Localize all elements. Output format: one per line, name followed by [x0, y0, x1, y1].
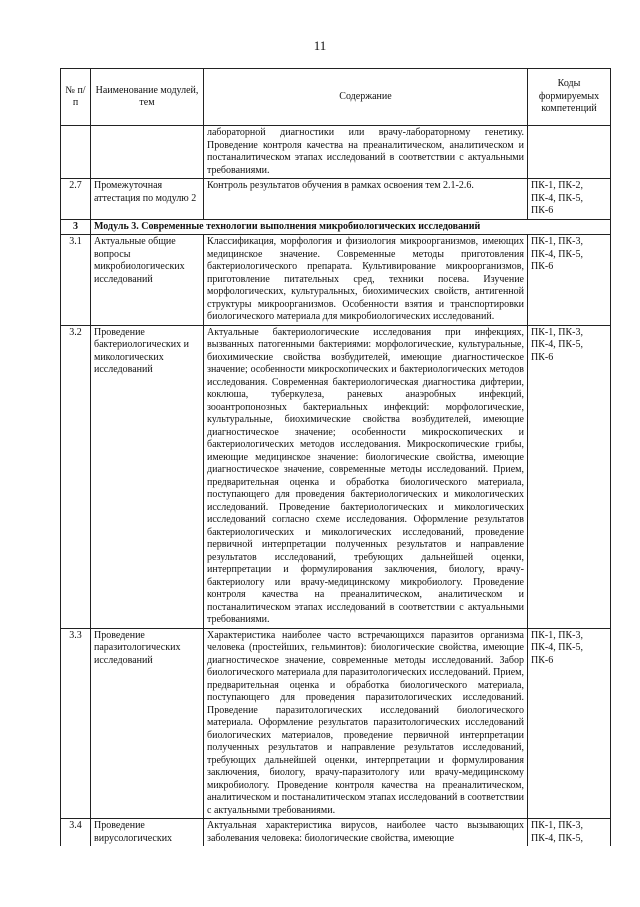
- cell-number: 3.3: [61, 628, 91, 819]
- cell-content: Классификация, морфология и физиология микроорганизмов, имеющих медицинское значение. Современные методы приготовления бактериологического препарата. Культивирование микроорганизмов, приготовление питательных сред, техники посева. Изучение морфологических, культуральных, биохимических свойств, антигенной структуры микроорганизмов. Особенности взятия и транспортировки биологического материала для микробиологических исследований.: [204, 235, 528, 326]
- table-row: [61, 628, 611, 819]
- module-title: Модуль 3. Современные технологии выполнения микробиологических исследований: [91, 219, 611, 235]
- cell-name: Промежуточная аттестация по модулю 2: [91, 179, 204, 220]
- page-number: 11: [313, 38, 327, 53]
- cell-name: [91, 126, 204, 179]
- cell-number: 3.4: [61, 819, 91, 847]
- cell-content: Актуальная характеристика вирусов, наиболее часто вызывающих заболевания человека: биологические свойства, имеющие: [204, 819, 528, 847]
- cell-name: Актуальные общие вопросы микробиологических исследований: [91, 235, 204, 326]
- cell-codes: ПК-1, ПК-3, ПК-4, ПК-5, ПК-6: [528, 235, 611, 326]
- header-codes: Коды формируемых компетенций: [528, 69, 611, 126]
- table-header-row: [61, 69, 611, 126]
- header-name: Наименование модулей, тем: [91, 69, 204, 126]
- cell-codes: ПК-1, ПК-3, ПК-4, ПК-5, ПК-6: [528, 628, 611, 819]
- table-row: [61, 325, 611, 628]
- cell-codes: [528, 126, 611, 179]
- cell-name: Проведение паразитологических исследований: [91, 628, 204, 819]
- cell-number: 3.1: [61, 235, 91, 326]
- cell-content: лабораторной диагностики или врачу-лабораторному генетику. Проведение контроля качества на преаналитическом, аналитическом и постаналитическом этапах исследований в соответствии с актуальными требованиями.: [204, 126, 528, 179]
- cell-content: Актуальные бактериологические исследования при инфекциях, вызванных патогенными бактериями: морфологические, культуральные, биохимические свойства возбудителей, имеющие диагностическое значение; особенности микроскопических и бактериологических методов исследования. Современная бактериологическая диагностика дифтерии, коклюша, туберкулеза, раневых анаэробных инфекций, зооантропонозных бактериальных инфекций: морфологические, культуральные, биохимические свойства возбудителей, имеющие диагностическое значение; особенности микроскопических и бактериологических методов исследования. Микроскопические грибы, имеющие медицинское значение: биологические свойства, имеющие диагностическое значение, современные методы исследований. Прием, предварительная оценка и обработка биологического материала, поступающего для проведения бактериологических и микологических исследований. Проведение бактериологических и микологических исследований согласно схеме исследования. Оформление результатов бактериологических и микологических исследований, проведение первичной интерпретации полученных результатов и направление результатов исследований, требующих дальнейшей оценки, интерпретации и формулирования заключения, биологу, врачу-бактериологу или врачу-медицинскому микробиологу. Проведение контроля качества на преаналитическом, аналитическом и постаналитическом этапах исследований в соответствии с актуальными требованиями.: [204, 325, 528, 628]
- cell-codes: ПК-1, ПК-3, ПК-4, ПК-5, ПК-6: [528, 325, 611, 628]
- module-heading-row: [61, 219, 611, 235]
- module-number: 3: [61, 219, 91, 235]
- header-number: № п/п: [61, 69, 91, 126]
- table-row: [61, 819, 611, 847]
- header-content: Содержание: [204, 69, 528, 126]
- cell-content: Контроль результатов обучения в рамках освоения тем 2.1-2.6.: [204, 179, 528, 220]
- cell-number: [61, 126, 91, 179]
- cell-codes: ПК-1, ПК-2, ПК-4, ПК-5, ПК-6: [528, 179, 611, 220]
- cell-name: Проведение бактериологических и микологических исследований: [91, 325, 204, 628]
- cell-name: Проведение вирусологических: [91, 819, 204, 847]
- cell-codes: ПК-1, ПК-3, ПК-4, ПК-5,: [528, 819, 611, 847]
- cell-number: 2.7: [61, 179, 91, 220]
- table-row: [61, 179, 611, 220]
- table-row: [61, 235, 611, 326]
- cell-content: Характеристика наиболее часто встречающихся паразитов организма человека (простейших, гельминтов): биологические свойства, имеющие диагностическое значение, современные методы исследований. Забор биологического материала для паразитологических исследований. Прием, предварительная оценка и обработка биологического материала, поступающего для проведения паразитологических исследований. Проведение паразитологических исследований биологического материала. Оформление результатов паразитологических исследований биологических материалов, проведение первичной интерпретации полученных результатов и направление результатов исследований, требующих дальнейшей оценки, интерпретации и формулирования заключения, биологу, врачу-паразитологу или врачу-медицинскому микробиологу. Проведение контроля качества на преаналитическом, аналитическом и постаналитическом этапах исследований в соответствии с актуальными требованиями.: [204, 628, 528, 819]
- curriculum-table: [60, 68, 611, 846]
- cell-number: 3.2: [61, 325, 91, 628]
- table-row: [61, 126, 611, 179]
